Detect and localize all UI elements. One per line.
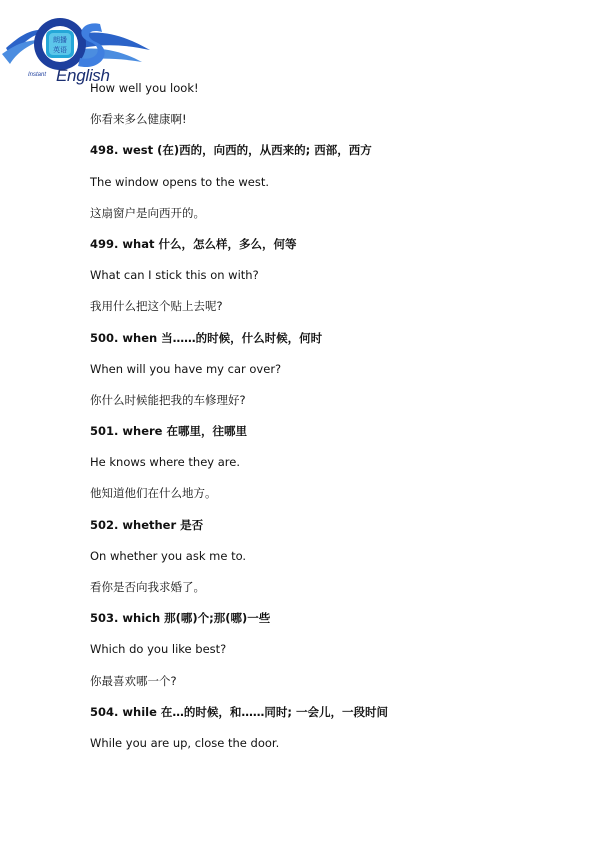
- chinese-translation: 这扇窗户是向西开的。: [90, 205, 205, 220]
- vocab-entry-heading: 499. what 什么，怎么样，多么，何等: [90, 236, 297, 251]
- logo-badge-line1: 朗播: [53, 36, 67, 44]
- example-sentence: While you are up, close the door.: [90, 735, 280, 750]
- example-sentence: On whether you ask me to.: [90, 548, 247, 563]
- vocab-entry-heading: 500. when 当……的时候，什么时候，何时: [90, 330, 323, 345]
- vocab-entry-heading: 504. while 在…的时候，和……同时; 一会儿，一段时间: [90, 704, 388, 719]
- chinese-translation: 我用什么把这个贴上去呢?: [90, 299, 223, 314]
- vocab-entry-heading: 503. which 那(哪)个;那(哪)一些: [90, 611, 271, 626]
- example-sentence: What can I stick this on with?: [90, 268, 259, 283]
- logo-badge-line2: 英语: [53, 46, 67, 54]
- chinese-translation: 看你是否向我求婚了。: [90, 580, 205, 594]
- chinese-translation: 你看来多么健康啊!: [90, 112, 187, 127]
- example-sentence: He knows where they are.: [90, 455, 240, 470]
- vocab-entry-heading: 502. whether 是否: [90, 517, 204, 532]
- chinese-translation: 你什么时候能把我的车修理好?: [90, 392, 246, 407]
- brand-logo: [2, 6, 152, 84]
- example-sentence: How well you look!: [90, 81, 199, 95]
- example-sentence: Which do you like best?: [90, 642, 227, 657]
- example-sentence: When will you have my car over?: [90, 361, 282, 376]
- chinese-translation: 他知道他们在什么地方。: [90, 486, 217, 501]
- example-sentence: The window opens to the west.: [90, 174, 270, 189]
- vocab-entry-heading: 501. where 在哪里，往哪里: [90, 424, 247, 439]
- logo-wordmark: English: [56, 66, 110, 85]
- vocab-entry-heading: 498. west (在)西的，向西的，从西来的; 西部，西方: [90, 143, 372, 158]
- vocabulary-list: [90, 79, 570, 765]
- chinese-translation: 你最喜欢哪一个?: [90, 673, 177, 688]
- logo-small-text: Instant: [28, 72, 47, 78]
